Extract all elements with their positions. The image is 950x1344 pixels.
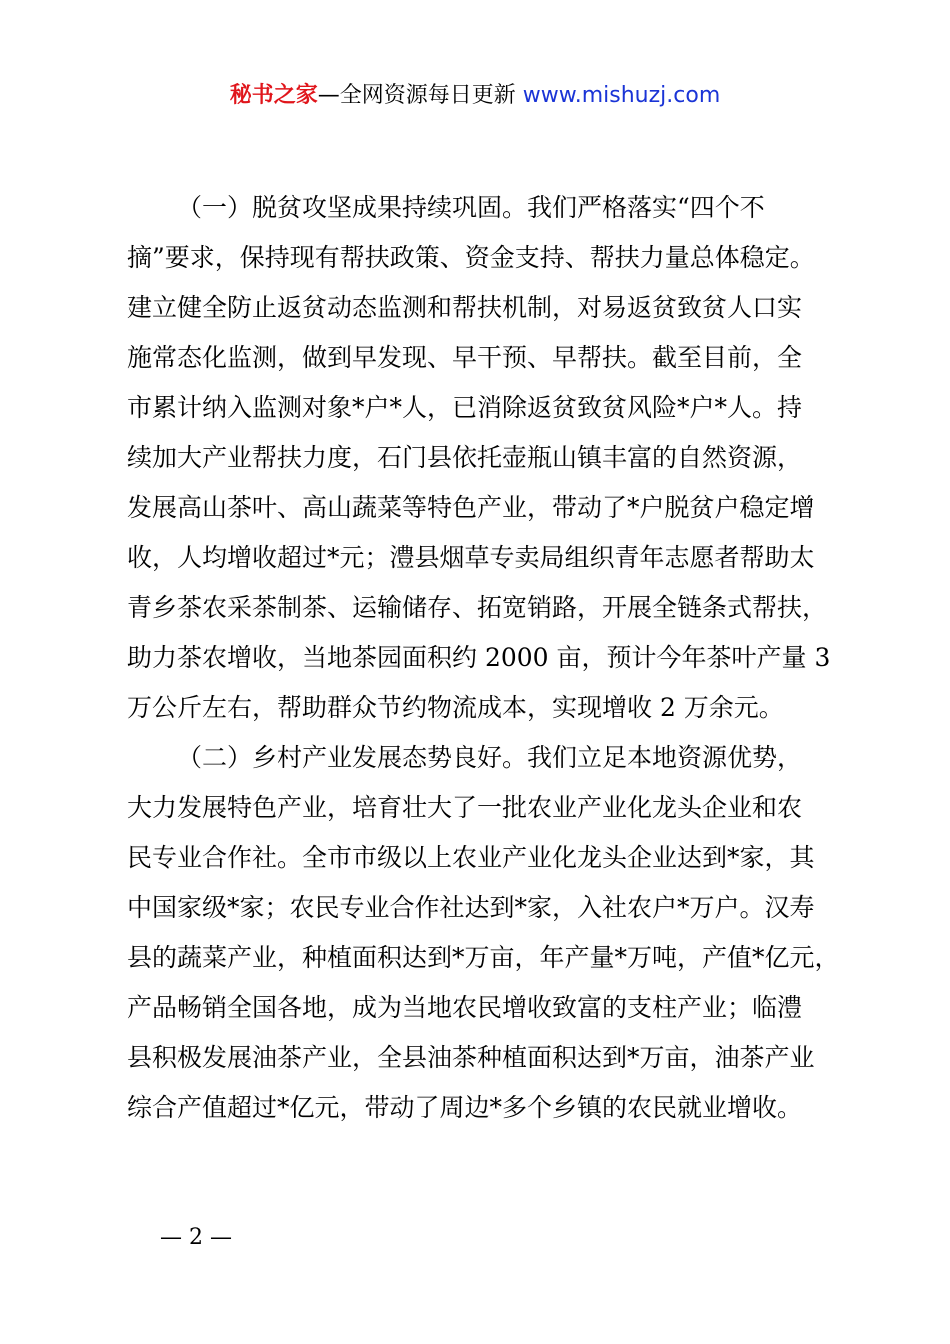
document-body (127, 183, 857, 1133)
header-tagline: —全网资源每日更新 (317, 83, 523, 108)
paragraph-2-line-6: 产品畅销全国各地，成为当地农民增收致富的支柱产业；临澧 (127, 993, 803, 1022)
paragraph-2-line-4: 中国家级*家；农民专业合作社达到*家，入社农户*万户。汉寿 (127, 893, 815, 922)
page-number: — 2 — (160, 1225, 232, 1250)
paragraph-1-line-2: 摘”要求，保持现有帮扶政策、资金支持、帮扶力量总体稳定。 (127, 243, 815, 272)
paragraph-1-line-10: 助力茶农增收，当地茶园面积约 2000 亩，预计今年茶叶产量 3 (127, 643, 831, 672)
paragraph-1-line-5: 市累计纳入监测对象*户*人，已消除返贫致贫风险*户*人。持 (127, 393, 803, 422)
paragraph-1-line-7: 发展高山茶叶、高山蔬菜等特色产业，带动了*户脱贫户稳定增 (127, 493, 815, 522)
paragraph-1-line-6: 续加大产业帮扶力度，石门县依托壶瓶山镇丰富的自然资源， (127, 443, 803, 472)
paragraph-1-line-8: 收，人均增收超过*元；澧县烟草专卖局组织青年志愿者帮助太 (127, 543, 815, 572)
paragraph-2-line-1: （二）乡村产业发展态势良好。我们立足本地资源优势， (177, 743, 803, 772)
header-site-link[interactable]: www.mishuzj.com (522, 83, 721, 108)
paragraph-2-line-8: 综合产值超过*亿元，带动了周边*多个乡镇的农民就业增收。 (127, 1093, 803, 1122)
paragraph-1-line-11: 万公斤左右，帮助群众节约物流成本，实现增收 2 万余元。 (127, 693, 784, 722)
paragraph-1-line-3: 建立健全防止返贫动态监测和帮扶机制，对易返贫致贫人口实 (127, 293, 803, 322)
paragraph-1-line-1: （一）脱贫攻坚成果持续巩固。我们严格落实“四个不 (177, 193, 765, 222)
paragraph-2-line-3: 民专业合作社。全市市级以上农业产业化龙头企业达到*家，其 (127, 843, 815, 872)
page-header (0, 80, 950, 112)
paragraph-2-line-7: 县积极发展油茶产业，全县油茶种植面积达到*万亩，油茶产业 (127, 1043, 815, 1072)
header-brand: 秘书之家 (229, 83, 318, 108)
paragraph-2-line-5: 县的蔬菜产业，种植面积达到*万亩，年产量*万吨，产值*亿元， (127, 943, 840, 972)
paragraph-2-line-2: 大力发展特色产业，培育壮大了一批农业产业化龙头企业和农 (127, 793, 803, 822)
paragraph-1-line-9: 青乡茶农采茶制茶、运输储存、拓宽销路，开展全链条式帮扶， (127, 593, 828, 622)
paragraph-1-line-4: 施常态化监测，做到早发现、早干预、早帮扶。截至目前，全 (127, 343, 803, 372)
